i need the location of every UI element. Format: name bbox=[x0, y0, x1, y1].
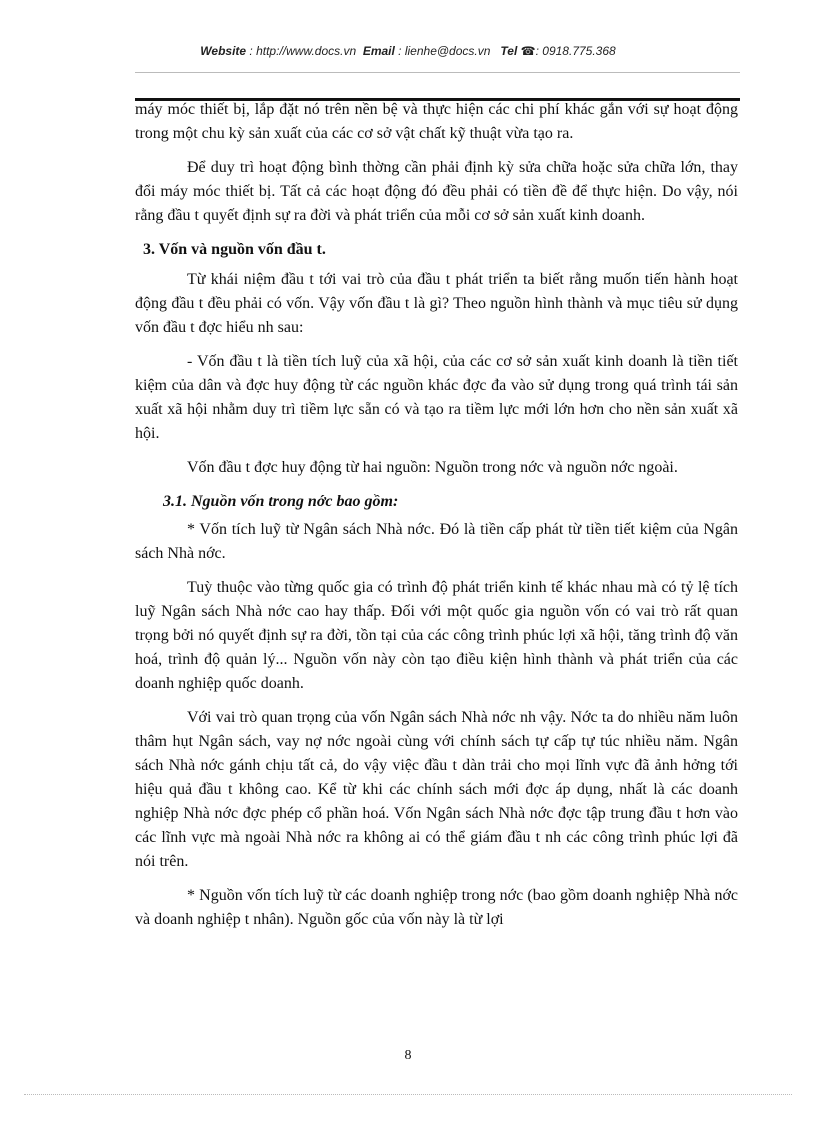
footer-divider bbox=[24, 1094, 792, 1095]
paragraph: Vốn đầu t đợc huy động từ hai nguồn: Nguồn trong nớc và nguồn nớc ngoài. bbox=[187, 459, 678, 476]
page-number: 8 bbox=[404, 1048, 412, 1063]
paragraph: Từ khái niệm đầu t tới vai trò của đầu t phát triển ta biết rằng muốn tiến hành hoạt động đầu t đều phải có vốn. Vậy vốn đầu t là gì? Theo nguồn hình thành và mục tiêu sử dụng vốn đầu t đợc hiểu nh sau: bbox=[135, 271, 738, 336]
paragraph: * Vốn tích luỹ từ Ngân sách Nhà nớc. Đó là tiền cấp phát từ tiền tiết kiệm của Ngân sách Nhà nớc. bbox=[135, 521, 738, 562]
email-value: : lienhe@docs.vn bbox=[398, 44, 491, 58]
tel-value: ☎: 0918.775.368 bbox=[520, 44, 616, 58]
paragraph: * Nguồn vốn tích luỹ từ các doanh nghiệp trong nớc (bao gồm doanh nghiệp Nhà nớc và doanh nghiệp t nhân). Nguồn gốc của vốn này là từ lợi bbox=[135, 887, 738, 928]
paragraph: Tuỳ thuộc vào từng quốc gia có trình độ phát triển kinh tế khác nhau mà có tỷ lệ tích luỹ Ngân sách Nhà nớc cao hay thấp. Đối với một quốc gia nguồn vốn có vai trò rất quan trọng bởi nó quyết định sự ra đời, tồn tại của các công trình phúc lợi xã hội, tăng trình độ văn hoá, trình độ quản lý... Nguồn vốn này còn tạo điều kiện hình thành và phát triển của các doanh nghiệp quốc doanh. bbox=[135, 579, 738, 692]
website-value: : http://www.docs.vn bbox=[249, 44, 357, 58]
subsection-heading: 3.1. Nguồn vốn trong nớc bao gồm: bbox=[163, 493, 399, 510]
header-divider bbox=[135, 72, 740, 73]
page-header bbox=[0, 44, 816, 58]
document-body bbox=[135, 98, 738, 942]
website-label: Website bbox=[200, 44, 247, 58]
email-label: Email bbox=[362, 44, 395, 58]
paragraph: máy móc thiết bị, lắp đặt nó trên nền bệ và thực hiện các chi phí khác gắn với sự hoạt động trong một chu kỳ sản xuất của các cơ sở vật chất kỹ thuật vừa tạo ra. bbox=[135, 101, 738, 142]
paragraph: Với vai trò quan trọng của vốn Ngân sách Nhà nớc nh vậy. Nớc ta do nhiều năm luôn thâm hụt Ngân sách, vay nợ nớc ngoài cùng với chính sách tự cấp tự túc nhiều năm. Ngân sách Nhà nớc gánh chịu tất cả, do vậy việc đầu t dàn trải cho mọi lĩnh vực đã ảnh hởng tới hiệu quả đầu t không cao. Kể từ khi các chính sách mới đợc áp dụng, nhất là các doanh nghiệp Nhà nớc đợc phép cổ phần hoá. Vốn Ngân sách Nhà nớc đợc tập trung đầu t hơn vào các lĩnh vực mà ngoài Nhà nớc ra không ai có thể giám đầu t nh các công trình phúc lợi đã nói trên. bbox=[135, 709, 738, 870]
paragraph: - Vốn đầu t là tiền tích luỹ của xã hội, của các cơ sở sản xuất kinh doanh là tiền tiết kiệm của dân và đợc huy động từ các nguồn khác đợc đa vào sử dụng trong quá trình tái sản xuất xã hội nhằm duy trì tiềm lực sẵn có và tạo ra tiềm lực mới lớn hơn cho nền sản xuất xã hội. bbox=[135, 353, 738, 442]
paragraph: Để duy trì hoạt động bình thờng cần phải định kỳ sửa chữa hoặc sửa chữa lớn, thay đổi máy móc thiết bị. Tất cả các hoạt động đó đều phải có tiền đề để thực hiện. Do vậy, nói rằng đầu t quyết định sự ra đời và phát triển của mỗi cơ sở sản xuất kinh doanh. bbox=[135, 159, 738, 224]
tel-label: Tel bbox=[500, 44, 518, 58]
section-heading: 3. Vốn và nguồn vốn đầu t. bbox=[143, 241, 326, 258]
